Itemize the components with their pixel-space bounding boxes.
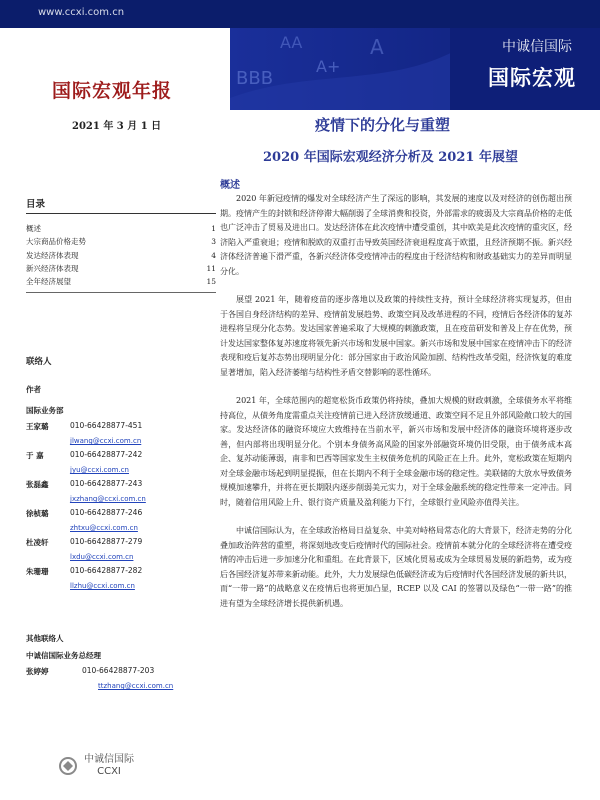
header-banner bbox=[230, 28, 600, 110]
contact-name: 杜凌轩 bbox=[26, 538, 49, 547]
body-paragraph: 2021 年，全球范围内的超宽松货币政策仍将持续，叠加大规模的财政刺激，全球债务水平将维持高位，从债务角度需重点关注疫情前已进入经济放缓通道、政策空间不足且外部风险敞口较大的国家。发达经济体的融资环境应大致维持在当前水平，新兴市场和发展中经济体的融资环境将逐步改善，但内部将出现明显分化。个别本身债务高风险的国家外部融资环境仍旧受限，由于债务成本高企、复苏动能薄弱，南非和巴西等国家发生主权债务危机的风险正在上升。此外，宽松政策在短期内对全球金融市场起到明显提振，但在长期内不利于全球金融市场的稳定性。美联储的大放水导致债务规模加速攀升，并将在更长期限内逐步削弱美元实力，对于全球金融系统的稳定性带来一定冲击。同时，随着信用风险上升、银行资产质量及盈利能力下行，全球银行业风险亦值得关注。 bbox=[220, 396, 572, 507]
other-contact-role: 中诚信国际业务总经理 bbox=[26, 651, 101, 660]
contact-tel: 010-66428877-246 bbox=[70, 508, 143, 517]
toc-item-label: 大宗商品价格走势 bbox=[26, 237, 86, 247]
toc-item-label: 概述 bbox=[26, 224, 41, 233]
contact-name: 张婷婷 bbox=[26, 667, 49, 676]
toc-item-page: 15 bbox=[206, 277, 216, 287]
contacts-panel bbox=[26, 355, 216, 590]
contact-name: 徐桢璐 bbox=[26, 509, 49, 518]
report-date: 2021 年 3 月 1 日 bbox=[72, 121, 162, 132]
top-bar bbox=[0, 0, 600, 28]
other-contacts-title: 其他联络人 bbox=[26, 634, 64, 643]
contact-person bbox=[26, 508, 216, 519]
contact-email-link[interactable]: zhtxu@ccxi.com.cn bbox=[70, 524, 138, 532]
toc-title: 目录 bbox=[26, 196, 216, 214]
dept-label: 国际业务部 bbox=[26, 406, 64, 415]
contact-person bbox=[26, 450, 216, 461]
toc-item-page: 3 bbox=[211, 237, 216, 247]
contact-tel: 010-66428877-243 bbox=[70, 479, 143, 488]
body-paragraph: 中诚信国际认为，在全球政治格局日益复杂、中美对峙格局常态化的大背景下，经济走势的分化叠加政治阵营的重塑，将深刻地改变后疫情时代的国际社会。疫情前本就分化的全球经济将在遭受疫情的冲击后进一步加速分化和重组。在此背景下，区域化贸易或成为全球贸易发展的新趋势，或为疫后各国经济复苏带来新动能。此外，大力发展绿色低碳经济或为后疫情时代各国经济发展的新共识，而“一带一路”的战略意义在疫情后也将更加凸显，RCEP 以及 CAI 的签署以及绿色“一带一路”的推进有望为全球经济增长提供新机遇。 bbox=[220, 526, 572, 608]
contact-tel: 010-66428877-451 bbox=[70, 421, 143, 430]
toc-item-page: 11 bbox=[206, 263, 216, 273]
logo-text-en: CCXI bbox=[97, 766, 121, 777]
section-title: 概述 bbox=[220, 180, 240, 191]
contact-email-link[interactable]: jxzhang@ccxi.com.cn bbox=[70, 495, 146, 503]
body-paragraph: 2020 年新冠疫情的爆发对全球经济产生了深远的影响，其发展的速度以及对经济的创伤超出预期。疫情产生的封锁和经济停滞大幅削弱了全球消费和投资，外部需求的疲弱及大宗商品价格的走低也广泛冲击了贸易及进出口。发达经济体在此次疫情中遭受重创，其中欧美是此次疫情的重灾区，经济陷入严重衰退；疫情和脱欧的双重打击导致英国经济衰退程度高于欧盟，且经济预期不振。新兴经济体经济普遍下滑严重，各新兴经济体受疫情冲击的程度由于经济结构和财政基础实力的差异而明显分化。 bbox=[220, 194, 572, 276]
toc-panel bbox=[26, 196, 216, 293]
toc-item-label: 新兴经济体表现 bbox=[26, 263, 79, 273]
toc-item-page: 4 bbox=[211, 250, 216, 260]
body-paragraph: 展望 2021 年，随着疫苗的逐步落地以及政策的持续性支持，预计全球经济将实现复苏，但由于各国自身经济结构的差异、疫情前发展趋势、政策空间及改革进程的不同，疫情后各经济体的复苏进程将呈现分化态势。发达国家普遍采取了大规模的刺激政策，且在疫苗研发和普及上存在优势，预计发达国家整体复苏速度将领先新兴市场和发展中国家。新兴市场和发展中国家在疫情冲击下的经济表现和疫后复苏态势出现明显分化：部分国家由于政治风险加剧、结构性改革受阻，经济恢复的难度显著增加，陷入经济萎缩与结构性矛盾交替影响的恶性循环。 bbox=[220, 295, 572, 377]
contact-name: 于 嘉 bbox=[26, 451, 44, 460]
toc-item-label: 发达经济体表现 bbox=[26, 250, 79, 260]
contact-name: 王家璐 bbox=[26, 422, 49, 431]
logo-text-cn: 中诚信国际 bbox=[84, 754, 134, 765]
toc-item[interactable] bbox=[26, 249, 216, 262]
toc-list bbox=[26, 222, 216, 288]
toc-item[interactable] bbox=[26, 222, 216, 235]
toc-item-page: 1 bbox=[211, 224, 216, 233]
main-title: 疫情下的分化与重塑 bbox=[315, 116, 451, 134]
contact-person bbox=[26, 666, 216, 677]
sub-title: 2020 年国际宏观经济分析及 2021 年展望 bbox=[263, 150, 518, 165]
contact-person bbox=[26, 566, 216, 577]
series-title: 国际宏观 bbox=[488, 66, 576, 90]
contact-tel: 010-66428877-279 bbox=[70, 537, 143, 546]
contact-email-link[interactable]: lxdu@ccxi.com.cn bbox=[70, 553, 134, 561]
banner-text-3: AA bbox=[280, 33, 303, 52]
toc-item-label: 全年经济展望 bbox=[26, 277, 71, 287]
report-title: 国际宏观年报 bbox=[52, 80, 173, 102]
contact-email-link[interactable]: llzhu@ccxi.com.cn bbox=[70, 582, 135, 590]
contact-tel: 010-66428877-282 bbox=[70, 566, 143, 575]
contact-email-link[interactable]: ttzhang@ccxi.com.cn bbox=[98, 682, 174, 690]
contact-person bbox=[26, 537, 216, 548]
toc-item[interactable] bbox=[26, 235, 216, 248]
toc-item[interactable] bbox=[26, 262, 216, 275]
banner-text-2: A+ bbox=[316, 57, 341, 76]
authors-label: 作者 bbox=[26, 385, 41, 394]
contact-person bbox=[26, 421, 216, 432]
article-body bbox=[220, 192, 572, 625]
company-logo bbox=[58, 754, 134, 778]
banner-text-4: A bbox=[370, 35, 384, 59]
contact-name: 张磊鑫 bbox=[26, 480, 49, 489]
brand-name: 中诚信国际 bbox=[502, 39, 572, 55]
site-url[interactable]: www.ccxi.com.cn bbox=[38, 7, 125, 18]
contact-name: 朱珊珊 bbox=[26, 567, 49, 576]
other-contact-panel bbox=[26, 633, 216, 690]
contact-email-link[interactable]: jyu@ccxi.com.cn bbox=[70, 466, 129, 474]
contacts-title: 联络人 bbox=[26, 357, 52, 367]
contact-person bbox=[26, 479, 216, 490]
logo-mark-icon bbox=[58, 756, 78, 776]
contact-tel: 010-66428877-242 bbox=[70, 450, 143, 459]
banner-text-1: BBB bbox=[236, 68, 274, 89]
toc-item[interactable] bbox=[26, 275, 216, 288]
contact-tel: 010-66428877-203 bbox=[82, 666, 155, 675]
toc-divider bbox=[26, 292, 216, 293]
contact-email-link[interactable]: jlwang@ccxi.com.cn bbox=[70, 437, 142, 445]
